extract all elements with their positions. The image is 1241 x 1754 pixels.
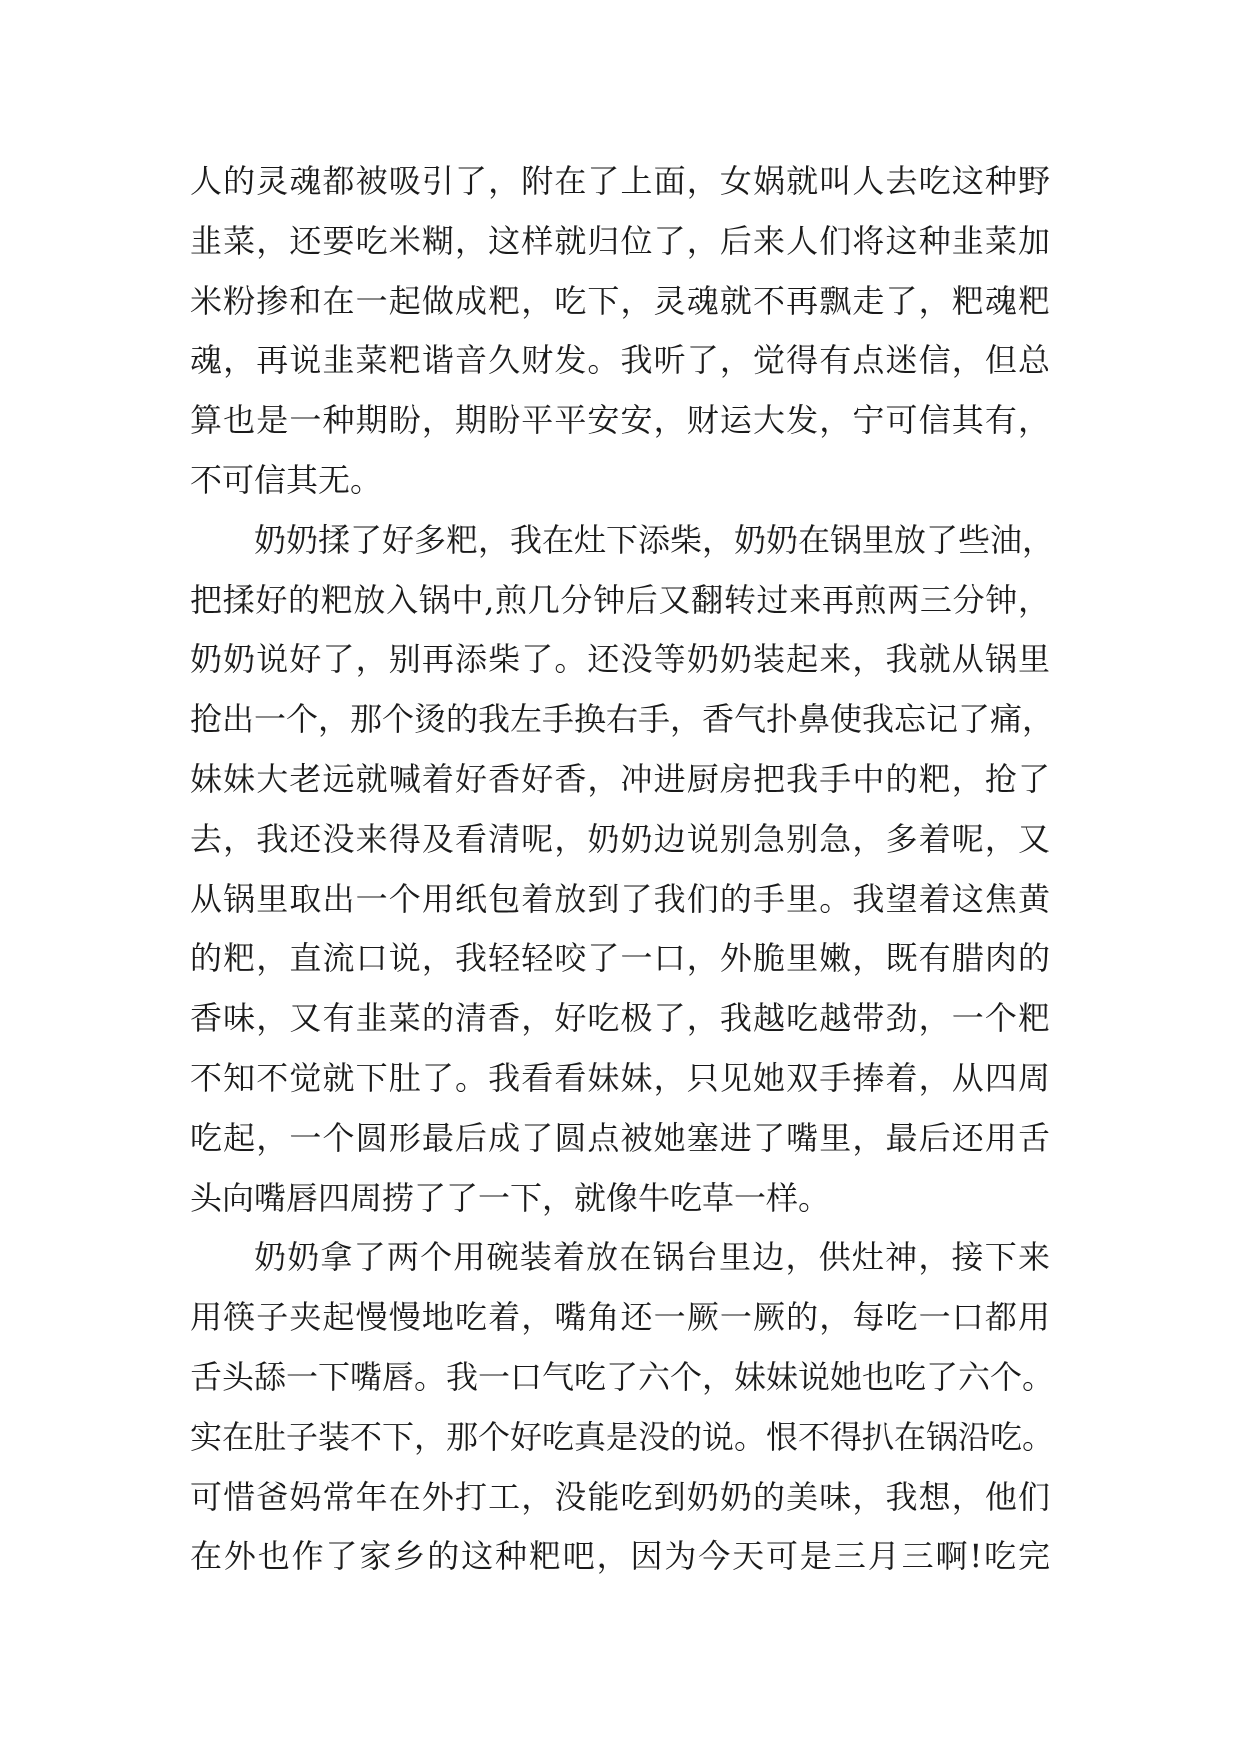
text-line: 人的灵魂都被吸引了，附在了上面，女娲就叫人去吃这种野 xyxy=(190,162,1050,200)
text-line: 算也是一种期盼，期盼平平安安，财运大发，宁可信其有， xyxy=(190,401,1050,440)
text-line: 在外也作了家乡的这种粑吧，因为今天可是三月三啊!吃完 xyxy=(190,1537,1050,1576)
text-line: 魂，再说韭菜粑谐音久财发。我听了，觉得有点迷信，但总 xyxy=(190,341,1050,380)
text-line: 抢出一个，那个烫的我左手换右手，香气扑鼻使我忘记了痛， xyxy=(190,700,1055,739)
text-line: 可惜爸妈常年在外打工，没能吃到奶奶的美味，我想，他们 xyxy=(190,1477,1050,1516)
text-line: 把揉好的粑放入锅中,煎几分钟后又翻转过来再煎两三分钟， xyxy=(190,580,1050,619)
text-line: 妹妹大老远就喊着好香好香，冲进厨房把我手中的粑，抢了 xyxy=(190,759,1050,798)
text-line: 舌头舔一下嘴唇。我一口气吃了六个，妹妹说她也吃了六个。 xyxy=(190,1357,1055,1396)
text-line: 米粉掺和在一起做成粑，吃下，灵魂就不再飘走了，粑魂粑 xyxy=(190,281,1050,320)
text-line: 吃起，一个圆形最后成了圆点被她塞进了嘴里，最后还用舌 xyxy=(190,1118,1050,1157)
text-line: 的粑，直流口说，我轻轻咬了一口，外脆里嫩，既有腊肉的 xyxy=(190,939,1050,978)
paragraph-start-line: 奶奶拿了两个用碗装着放在锅台里边，供灶神，接下来 xyxy=(254,1238,1050,1277)
text-line: 韭菜，还要吃米糊，这样就归位了，后来人们将这种韭菜加 xyxy=(190,221,1050,260)
paragraph-start-line: 奶奶揉了好多粑，我在灶下添柴，奶奶在锅里放了些油， xyxy=(254,520,1055,559)
text-line: 去，我还没来得及看清呢，奶奶边说别急别急，多着呢，又 xyxy=(190,819,1050,858)
text-line: 用筷子夹起慢慢地吃着，嘴角还一厥一厥的，每吃一口都用 xyxy=(190,1298,1050,1337)
text-line: 香味，又有韭菜的清香，好吃极了，我越吃越带劲，一个粑 xyxy=(190,999,1050,1038)
text-line: 实在肚子装不下，那个好吃真是没的说。恨不得扒在锅沿吃。 xyxy=(190,1417,1055,1456)
text-line: 从锅里取出一个用纸包着放到了我们的手里。我望着这焦黄 xyxy=(190,879,1050,918)
body-text xyxy=(190,152,1055,1587)
text-line: 不知不觉就下肚了。我看看妹妹，只见她双手捧着，从四周 xyxy=(190,1058,1050,1097)
text-line: 头向嘴唇四周捞了了一下，就像牛吃草一样。 xyxy=(190,1178,831,1217)
text-line: 不可信其无。 xyxy=(190,460,383,499)
text-line: 奶奶说好了，别再添柴了。还没等奶奶装起来，我就从锅里 xyxy=(190,640,1050,679)
